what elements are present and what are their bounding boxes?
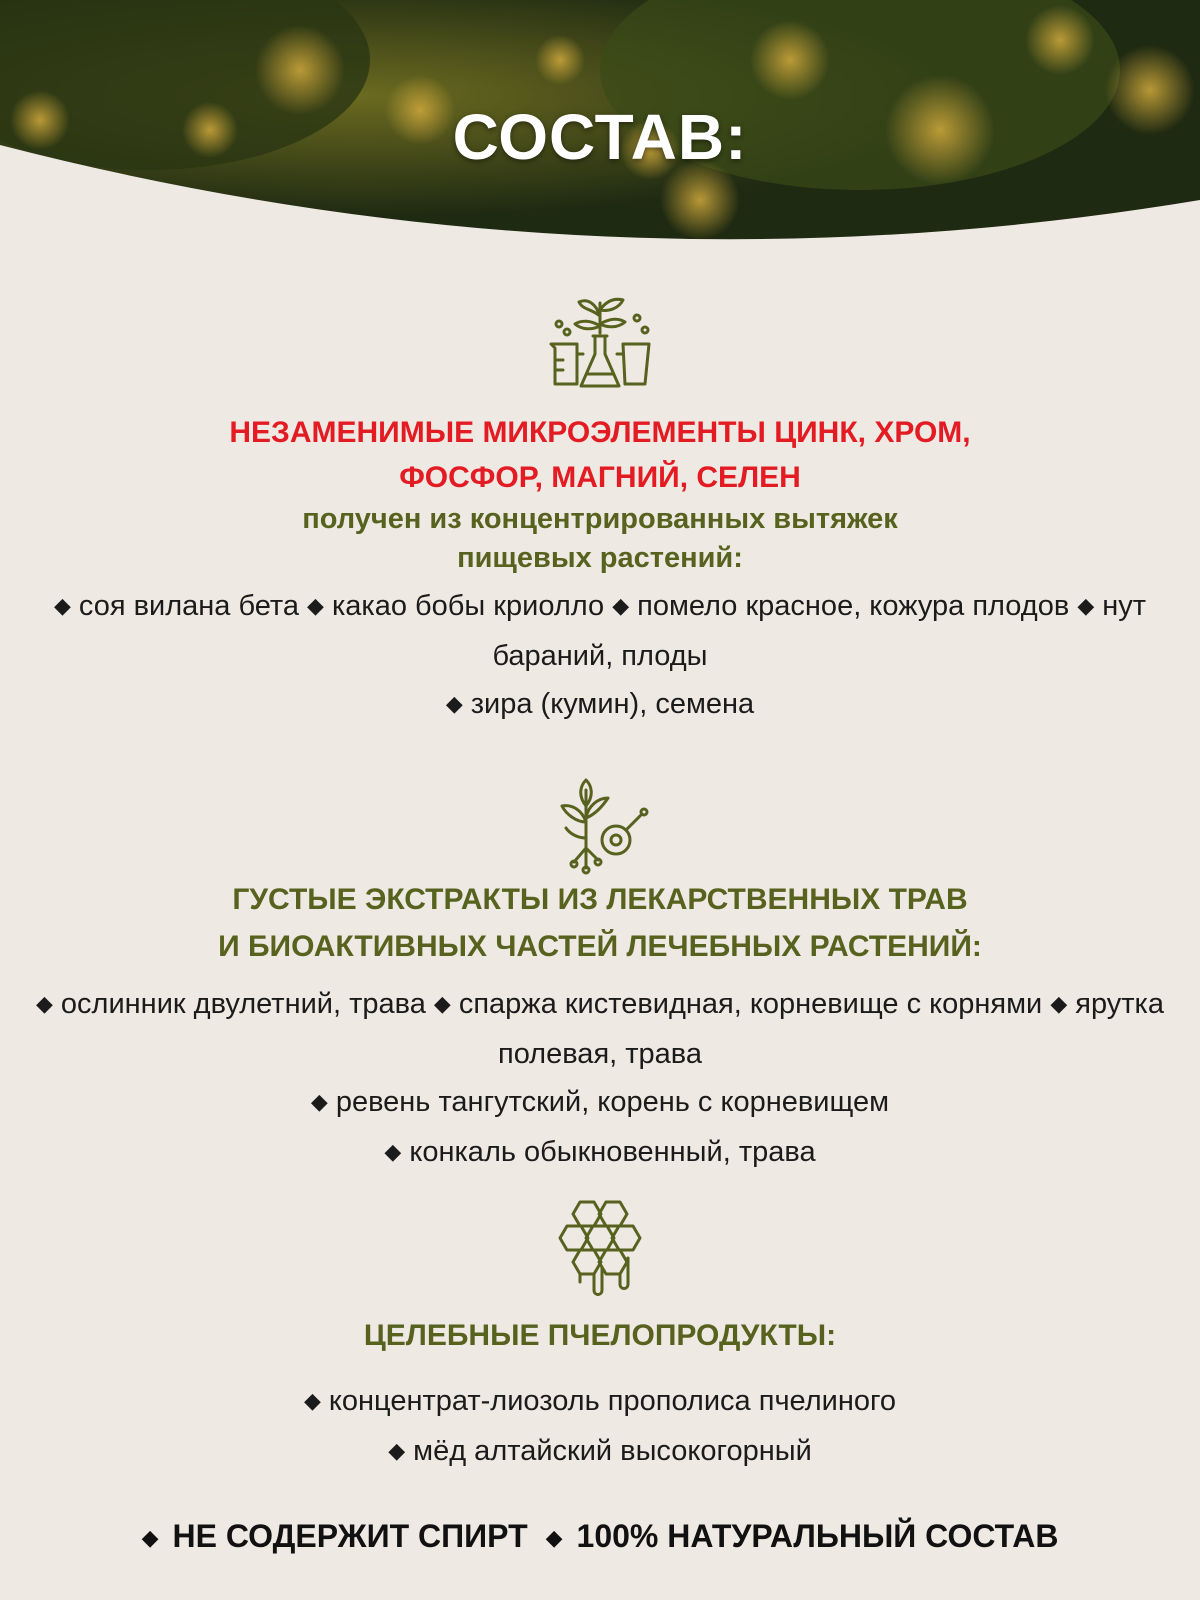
section-heading [0, 410, 1200, 500]
subheading-line: получен из концентрированных вытяжек [302, 503, 898, 535]
diamond-bullet-icon: ◆ [1050, 991, 1068, 1016]
diamond-bullet-icon: ◆ [433, 991, 451, 1016]
heading-line: ЦЕЛЕБНЫЕ ПЧЕЛОПРОДУКТЫ: [363, 1319, 837, 1352]
herb-magnifier-icon [550, 778, 650, 876]
list-item: концентрат-лиозоль прополиса пчелиного [328, 1385, 897, 1417]
list-item: ревень тангутский, корень с корневищем [335, 1086, 890, 1118]
list-item: нут бараний, плоды [492, 590, 1147, 672]
section-heading [0, 1312, 1200, 1359]
claim-natural: 100% НАТУРАЛЬНЫЙ СОСТАВ [576, 1518, 1059, 1554]
diamond-bullet-icon: ◆ [445, 691, 463, 716]
diamond-bullet-icon: ◆ [307, 593, 324, 618]
list-item: соя вилана бета [78, 590, 299, 622]
ingredient-list [0, 980, 1200, 1178]
list-item: ослинник двулетний, трава [60, 988, 426, 1020]
diamond-bullet-icon: ◆ [612, 593, 630, 618]
heading-line: И БИОАКТИВНЫХ ЧАСТЕЙ ЛЕЧЕБНЫХ РАСТЕНИЙ: [218, 930, 982, 963]
diamond-bullet-icon: ◆ [141, 1525, 159, 1550]
subheading-line: пищевых растений: [457, 542, 743, 574]
section-microelements [0, 288, 1200, 730]
list-item: спаржа кистевидная, корневище с корнями [458, 988, 1043, 1020]
ingredient-list [0, 1377, 1200, 1477]
heading-line: НЕЗАМЕНИМЫЕ МИКРОЭЛЕМЕНТЫ ЦИНК, ХРОМ, [229, 416, 971, 449]
ingredient-list [0, 582, 1200, 730]
claim-no-alcohol: НЕ СОДЕРЖИТ СПИРТ [172, 1518, 528, 1554]
footer-claims [0, 1518, 1200, 1555]
plant-lab-flask-icon [545, 288, 655, 396]
hero-banner [0, 0, 1200, 240]
diamond-bullet-icon: ◆ [53, 593, 71, 618]
diamond-bullet-icon: ◆ [36, 991, 53, 1016]
section-herbal-extracts [0, 778, 1200, 1178]
page-title: СОСТАВ: [452, 101, 748, 173]
diamond-bullet-icon: ◆ [310, 1089, 328, 1114]
diamond-bullet-icon: ◆ [545, 1525, 563, 1550]
list-item: мёд алтайский высокогорный [413, 1435, 812, 1467]
diamond-bullet-icon: ◆ [388, 1438, 406, 1463]
list-item: конкаль обыкновенный, трава [409, 1136, 816, 1168]
section-heading [0, 876, 1200, 970]
honeycomb-icon [550, 1198, 650, 1304]
section-subheading [0, 500, 1200, 578]
diamond-bullet-icon: ◆ [303, 1388, 321, 1413]
heading-line: ГУСТЫЕ ЭКСТРАКТЫ ИЗ ЛЕКАРСТВЕННЫХ ТРАВ [232, 883, 968, 916]
list-item: зира (кумин), семена [470, 688, 755, 720]
list-item: ярутка полевая, трава [497, 988, 1164, 1070]
heading-line: ФОСФОР, МАГНИЙ, СЕЛЕН [399, 461, 801, 494]
diamond-bullet-icon: ◆ [1077, 593, 1095, 618]
list-item: какао бобы криолло [331, 590, 605, 622]
section-bee-products [0, 1198, 1200, 1477]
list-item: помело красное, кожура плодов [637, 590, 1070, 622]
diamond-bullet-icon: ◆ [384, 1139, 402, 1164]
